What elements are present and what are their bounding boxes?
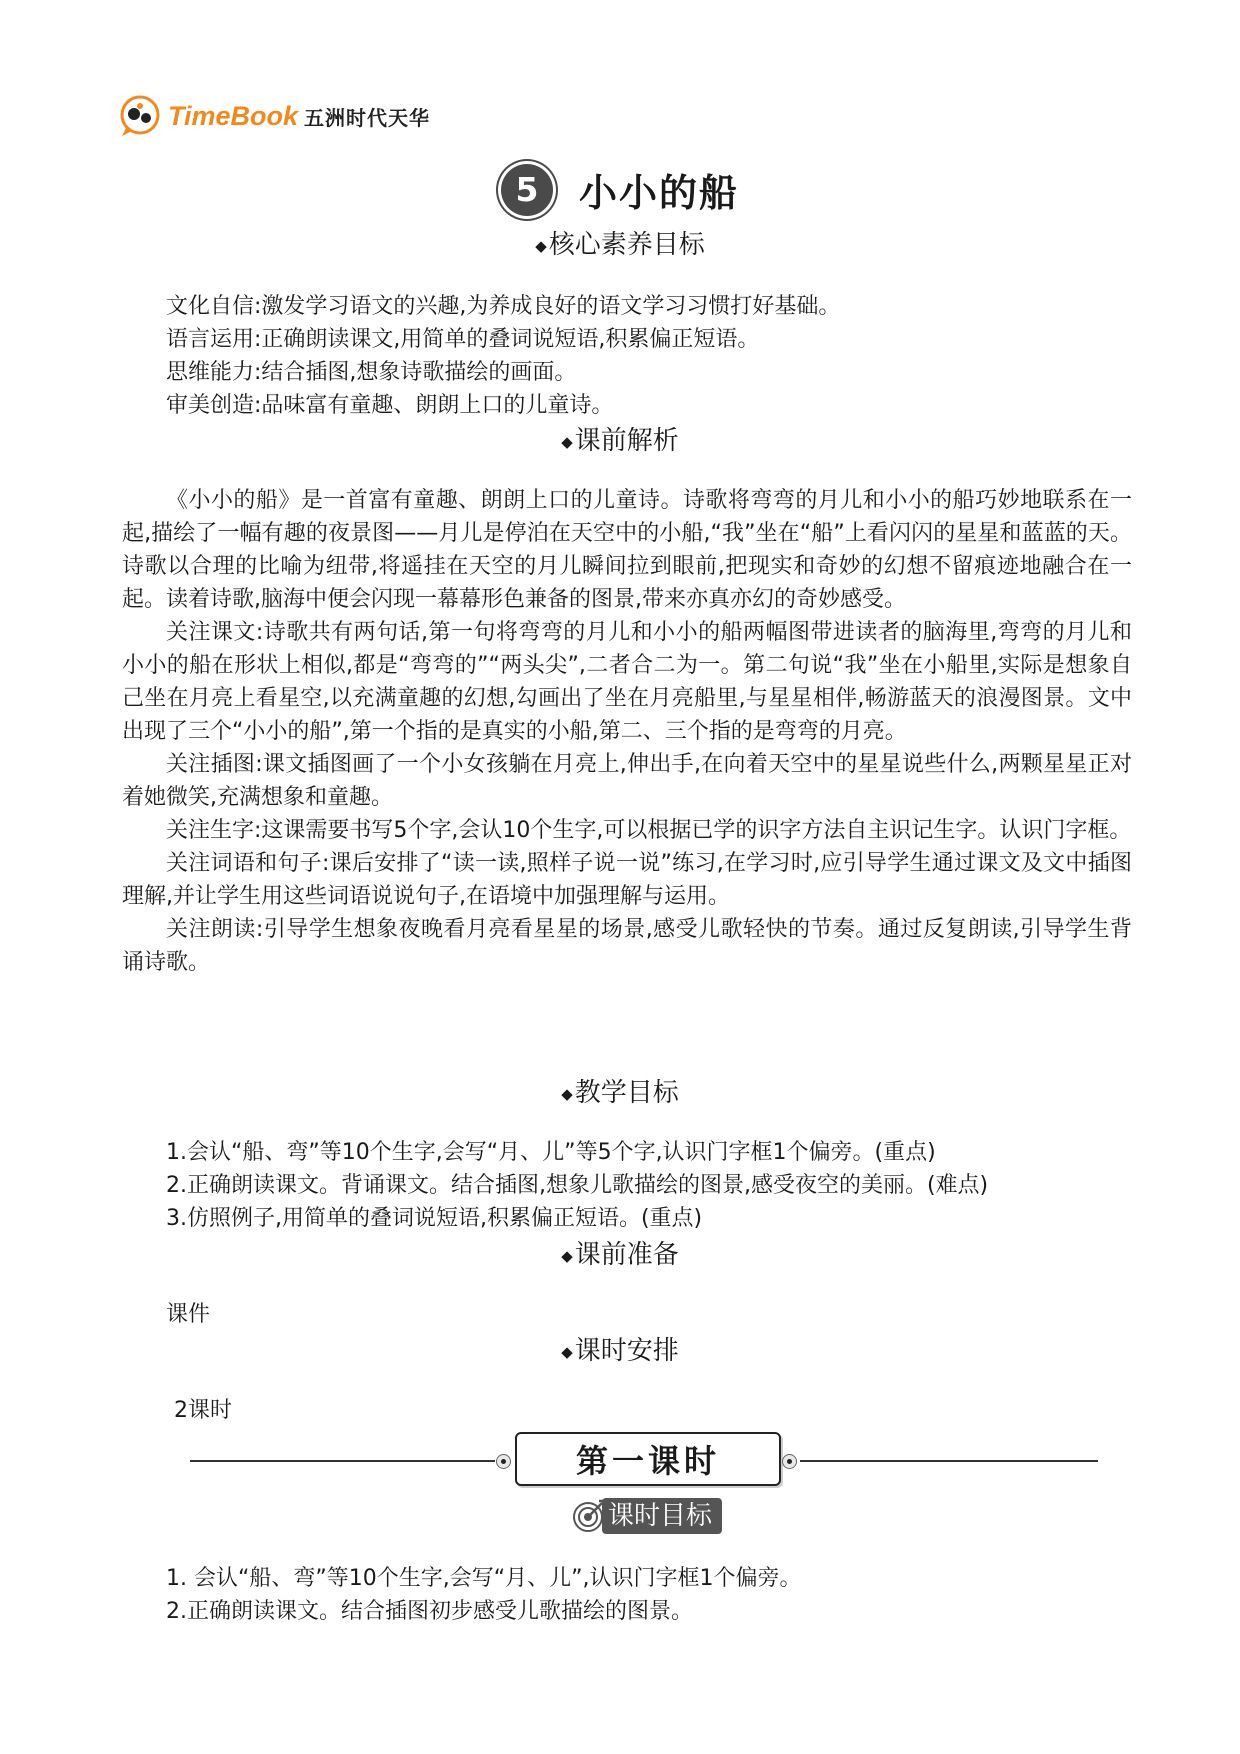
analysis-text — [122, 484, 1132, 979]
lesson-goal-label: 课时目标 — [602, 1498, 722, 1534]
teaching-goal-line: 2.正确朗读课文。背诵课文。结合插图,想象儿歌描绘的图景,感受夜空的美丽。(难点) — [166, 1173, 989, 1198]
page-title: 小小的船 — [578, 171, 739, 215]
section-heading-core: ◆核心素养目标 — [535, 230, 705, 260]
section-heading-teaching: ◆教学目标 — [561, 1078, 679, 1108]
analysis-paragraph: 关注课文:诗歌共有两句话,第一句将弯弯的月儿和小小的船两幅图带进读者的脑海里,弯弯的月儿和小小的船在形状上相似,都是“弯弯的”“两头尖”,二者合二为一。第二句说“我”坐在小船里,实际是想象自己坐在月亮上看星空,以充满童趣的幻想,勾画出了坐在月亮船里,与星星相伴,畅游蓝天的浪漫图景。文中出现了三个“小小的船”,第一个指的是真实的小船,第二、三个指的是弯弯的月亮。 — [122, 620, 1132, 744]
mascot-icon — [118, 94, 162, 138]
analysis-paragraph: 关注生字:这课需要书写5个字,会认10个生字,可以根据已学的识字方法自主识记生字。认识门字框。 — [166, 818, 1132, 843]
divider-right — [800, 1460, 1098, 1462]
lesson-number-badge: 5 — [501, 164, 553, 216]
analysis-paragraph: 《小小的船》是一首富有童趣、朗朗上口的儿童诗。诗歌将弯弯的月儿和小小的船巧妙地联系在一起,描绘了一幅有趣的夜景图——月儿是停泊在天空中的小船,“我”坐在“船”上看闪闪的星星和蓝蓝的天。诗歌以合理的比喻为纽带,将遥挂在天空的月儿瞬间拉到眼前,把现实和奇妙的幻想不留痕迹地融合在一起。读着诗歌,脑海中便会闪现一幕幕形色兼备的图景,带来亦真亦幻的奇妙感受。 — [122, 488, 1132, 612]
schedule-text: 2课时 — [174, 1398, 232, 1423]
divider-dot-right — [782, 1454, 797, 1469]
logo-text-en: TimeBook — [168, 100, 299, 131]
diamond-icon: ◆ — [561, 1084, 573, 1103]
divider-left — [190, 1460, 495, 1462]
diamond-icon: ◆ — [561, 432, 573, 451]
logo-text-cn: 五洲时代天华 — [304, 105, 431, 130]
analysis-paragraph: 关注插图:课文插图画了一个小女孩躺在月亮上,伸出手,在向着天空中的星星说些什么,两颗星星正对着她微笑,充满想象和童趣。 — [122, 752, 1132, 810]
prep-text: 课件 — [166, 1302, 211, 1327]
section-heading-analysis: ◆课前解析 — [561, 426, 679, 456]
diamond-icon: ◆ — [561, 1246, 573, 1265]
divider-dot-left — [496, 1454, 511, 1469]
publisher-logo — [118, 92, 430, 140]
core-goal-line: 文化自信:激发学习语文的兴趣,为养成良好的语文学习习惯打好基础。 — [166, 294, 841, 319]
lesson-goal-line: 1. 会认“船、弯”等10个生字,会写“月、儿”,认识门字框1个偏旁。 — [166, 1566, 802, 1591]
lesson-goal-line: 2.正确朗读课文。结合插图初步感受儿歌描绘的图景。 — [166, 1599, 693, 1624]
core-goal-line: 语言运用:正确朗读课文,用简单的叠词说短语,积累偏正短语。 — [166, 327, 760, 352]
target-icon — [572, 1499, 606, 1533]
diamond-icon: ◆ — [535, 236, 547, 255]
teaching-goal-line: 3.仿照例子,用简单的叠词说短语,积累偏正短语。(重点) — [166, 1206, 703, 1231]
diamond-icon: ◆ — [561, 1342, 573, 1361]
core-goal-line: 审美创造:品味富有童趣、朗朗上口的儿童诗。 — [166, 393, 614, 418]
section-heading-schedule: ◆课时安排 — [561, 1336, 679, 1366]
section-heading-prep: ◆课前准备 — [561, 1240, 679, 1270]
analysis-paragraph: 关注朗读:引导学生想象夜晚看月亮看星星的场景,感受儿歌轻快的节奏。通过反复朗读,引导学生背诵诗歌。 — [122, 917, 1132, 975]
lesson-title — [0, 162, 1240, 217]
analysis-paragraph: 关注词语和句子:课后安排了“读一读,照样子说一说”练习,在学习时,应引导学生通过课文及文中插图理解,并让学生用这些词语说说句子,在语境中加强理解与运用。 — [122, 851, 1132, 909]
teaching-goal-line: 1.会认“船、弯”等10个生字,会写“月、儿”等5个字,认识门字框1个偏旁。(重点) — [166, 1140, 936, 1165]
core-goal-line: 思维能力:结合插图,想象诗歌描绘的画面。 — [166, 360, 577, 385]
lesson-heading: 第一课时 — [515, 1432, 781, 1486]
lesson-goal-badge — [572, 1498, 722, 1534]
lesson-banner — [0, 1432, 1240, 1488]
